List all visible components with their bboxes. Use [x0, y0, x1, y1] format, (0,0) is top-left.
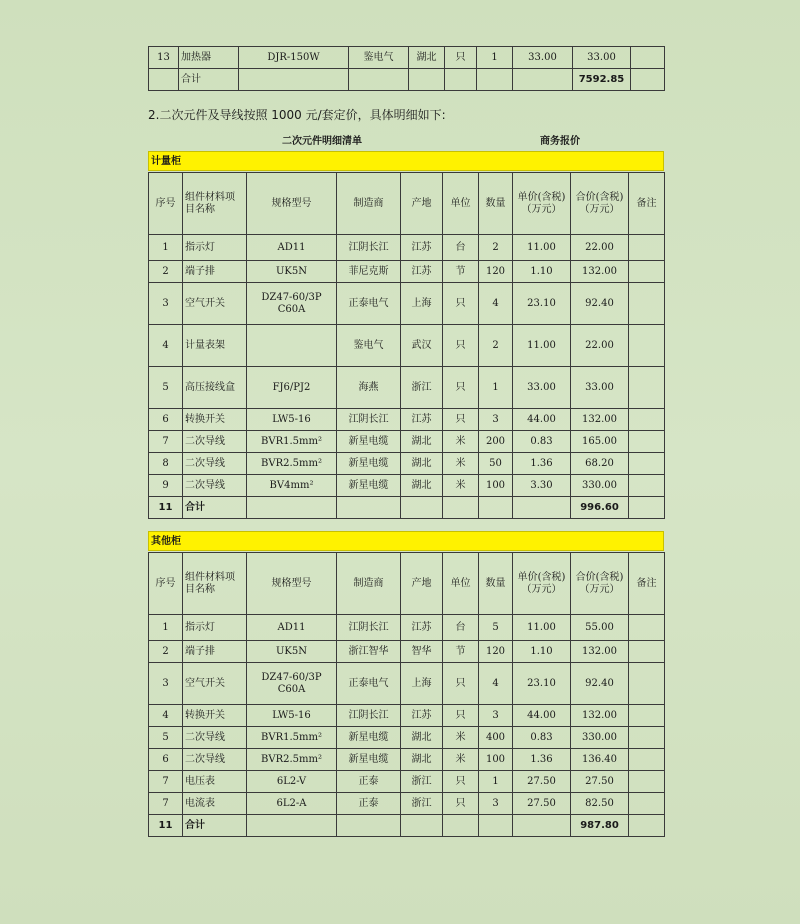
header-model: 规格型号 — [247, 553, 337, 615]
cell-name: 二次导线 — [183, 749, 247, 771]
cell-no: 6 — [149, 749, 183, 771]
cell-maker: 江阴长江 — [337, 705, 401, 727]
cell-note — [629, 283, 665, 325]
cell-model: 6L2-A — [247, 793, 337, 815]
cell-no: 5 — [149, 727, 183, 749]
cell-qty: 5 — [479, 615, 513, 641]
total-no: 11 — [149, 815, 183, 837]
cell-total: 136.40 — [571, 749, 629, 771]
cell-name: 二次导线 — [183, 453, 247, 475]
total-name: 合计 — [183, 497, 247, 519]
cell-price: 1.10 — [513, 261, 571, 283]
cell-unit: 台 — [443, 235, 479, 261]
cell-model: AD11 — [247, 235, 337, 261]
cell-maker: 江阴长江 — [337, 235, 401, 261]
cell-price: 33.00 — [513, 367, 571, 409]
cell-place: 上海 — [401, 283, 443, 325]
cell-place: 浙江 — [401, 771, 443, 793]
cell-total: 165.00 — [571, 431, 629, 453]
cell-total: 92.40 — [571, 663, 629, 705]
cell-place: 智华 — [401, 641, 443, 663]
cell-price: 11.00 — [513, 235, 571, 261]
cell-no: 2 — [149, 641, 183, 663]
table-row — [149, 261, 665, 283]
cell-model: BVR1.5mm² — [247, 727, 337, 749]
total-model — [247, 815, 337, 837]
table-row — [149, 409, 665, 431]
table-row — [149, 615, 665, 641]
header-row — [149, 173, 665, 235]
cell-note — [631, 47, 665, 69]
cell-no: 2 — [149, 261, 183, 283]
cell-price: 0.83 — [513, 431, 571, 453]
cell-place: 江苏 — [401, 615, 443, 641]
header-maker: 制造商 — [337, 553, 401, 615]
total-price — [513, 497, 571, 519]
cell-total: 132.00 — [571, 261, 629, 283]
cell-maker: 浙江智华 — [337, 641, 401, 663]
total-total: 987.80 — [571, 815, 629, 837]
cell-model: AD11 — [247, 615, 337, 641]
cell-name: 空气开关 — [183, 283, 247, 325]
cell-total: 33.00 — [571, 367, 629, 409]
cell-note — [629, 641, 665, 663]
cell-unit: 只 — [443, 663, 479, 705]
cell-maker: 新星电缆 — [337, 749, 401, 771]
cell-no: 3 — [149, 283, 183, 325]
cell-note — [629, 771, 665, 793]
table-row — [149, 793, 665, 815]
total-qty — [479, 815, 513, 837]
cell-place: 浙江 — [401, 793, 443, 815]
cell-qty: 3 — [479, 705, 513, 727]
cell-maker: 鉴电气 — [337, 325, 401, 367]
cell-qty — [477, 69, 513, 91]
cell-qty: 1 — [479, 367, 513, 409]
header-price: 单价(含税)（万元） — [513, 553, 571, 615]
cell-note — [629, 749, 665, 771]
cell-qty: 120 — [479, 261, 513, 283]
cell-name: 端子排 — [183, 641, 247, 663]
cell-name: 指示灯 — [183, 235, 247, 261]
cell-place: 湖北 — [401, 431, 443, 453]
header-note: 备注 — [629, 553, 665, 615]
cell-price: 11.00 — [513, 615, 571, 641]
total-note — [629, 815, 665, 837]
cell-name: 计量表架 — [183, 325, 247, 367]
table-row — [149, 663, 665, 705]
cell-model: 6L2-V — [247, 771, 337, 793]
cell-place: 江苏 — [401, 261, 443, 283]
header-row — [149, 553, 665, 615]
cell-unit: 只 — [443, 367, 479, 409]
header-total: 合价(含税)（万元） — [571, 553, 629, 615]
cell-maker: 新星电缆 — [337, 431, 401, 453]
cell-no: 1 — [149, 615, 183, 641]
total-maker — [337, 497, 401, 519]
cell-no — [149, 69, 179, 91]
cell-unit: 台 — [443, 615, 479, 641]
total-row — [149, 497, 665, 519]
header-name: 组件材料项目名称 — [183, 553, 247, 615]
header-unit: 单位 — [443, 173, 479, 235]
cell-qty: 3 — [479, 409, 513, 431]
cell-unit: 米 — [443, 475, 479, 497]
cell-note — [629, 727, 665, 749]
cell-qty: 120 — [479, 641, 513, 663]
cell-note — [629, 615, 665, 641]
cell-name: 电流表 — [183, 793, 247, 815]
metering-cabinet-table — [148, 172, 665, 519]
cell-maker: 新星电缆 — [337, 727, 401, 749]
total-name: 合计 — [183, 815, 247, 837]
total-place — [401, 497, 443, 519]
cell-price: 1.36 — [513, 749, 571, 771]
cell-no: 8 — [149, 453, 183, 475]
cell-price: 33.00 — [513, 47, 573, 69]
cell-model: LW5-16 — [247, 409, 337, 431]
table-row — [149, 705, 665, 727]
cell-price: 44.00 — [513, 409, 571, 431]
table-row — [149, 431, 665, 453]
cell-maker — [349, 69, 409, 91]
cell-price: 0.83 — [513, 727, 571, 749]
total-model — [247, 497, 337, 519]
cell-model: DJR-150W — [239, 47, 349, 69]
cell-model — [239, 69, 349, 91]
total-no: 11 — [149, 497, 183, 519]
cell-total: 92.40 — [571, 283, 629, 325]
table-row — [149, 475, 665, 497]
cell-total: 330.00 — [571, 475, 629, 497]
cell-model: UK5N — [247, 641, 337, 663]
table-row — [149, 367, 665, 409]
header-model: 规格型号 — [247, 173, 337, 235]
cell-qty: 4 — [479, 663, 513, 705]
cell-place: 武汉 — [401, 325, 443, 367]
cell-model: LW5-16 — [247, 705, 337, 727]
cell-qty: 400 — [479, 727, 513, 749]
cell-qty: 100 — [479, 749, 513, 771]
cell-model: DZ47-60/3P C60A — [247, 663, 337, 705]
cell-unit: 只 — [443, 325, 479, 367]
cell-maker: 正泰电气 — [337, 283, 401, 325]
cell-place: 江苏 — [401, 705, 443, 727]
cell-note — [629, 453, 665, 475]
table-row — [149, 727, 665, 749]
quote-title: 商务报价 — [540, 136, 580, 147]
cell-qty: 50 — [479, 453, 513, 475]
cell-place — [409, 69, 445, 91]
header-unit: 单位 — [443, 553, 479, 615]
cell-maker: 菲尼克斯 — [337, 261, 401, 283]
cell-total: 82.50 — [571, 793, 629, 815]
cell-name: 空气开关 — [183, 663, 247, 705]
cell-qty: 1 — [479, 771, 513, 793]
cell-model: BVR1.5mm² — [247, 431, 337, 453]
cell-note — [629, 475, 665, 497]
cell-place: 江苏 — [401, 409, 443, 431]
cell-total: 27.50 — [571, 771, 629, 793]
cell-unit: 只 — [443, 771, 479, 793]
cell-unit: 只 — [443, 283, 479, 325]
cell-maker: 江阴长江 — [337, 409, 401, 431]
cell-name: 加热器 — [179, 47, 239, 69]
table-row — [149, 641, 665, 663]
table-row — [149, 283, 665, 325]
cell-maker: 江阴长江 — [337, 615, 401, 641]
total-total: 996.60 — [571, 497, 629, 519]
table-row — [149, 235, 665, 261]
cell-name: 转换开关 — [183, 409, 247, 431]
cell-unit: 只 — [443, 793, 479, 815]
cell-maker: 鉴电气 — [349, 47, 409, 69]
cell-qty: 100 — [479, 475, 513, 497]
cell-model: UK5N — [247, 261, 337, 283]
cell-price: 3.30 — [513, 475, 571, 497]
cell-note — [629, 261, 665, 283]
cell-unit — [445, 69, 477, 91]
table-row — [149, 47, 665, 69]
other-cabinet-table — [148, 552, 665, 837]
cell-model — [247, 325, 337, 367]
cell-qty: 2 — [479, 235, 513, 261]
header-total: 合价(含税)（万元） — [571, 173, 629, 235]
cell-price: 23.10 — [513, 283, 571, 325]
cell-note — [631, 69, 665, 91]
cell-price: 11.00 — [513, 325, 571, 367]
cell-price: 27.50 — [513, 771, 571, 793]
cell-maker: 正泰 — [337, 771, 401, 793]
cell-name: 转换开关 — [183, 705, 247, 727]
header-note: 备注 — [629, 173, 665, 235]
cell-no: 3 — [149, 663, 183, 705]
cell-total: 132.00 — [571, 705, 629, 727]
cell-total: 22.00 — [571, 325, 629, 367]
cell-note — [629, 793, 665, 815]
cell-name: 电压表 — [183, 771, 247, 793]
cell-price: 44.00 — [513, 705, 571, 727]
cell-place: 湖北 — [409, 47, 445, 69]
cell-no: 4 — [149, 325, 183, 367]
section-heading: 2.二次元件及导线按照 1000 元/套定价，具体明细如下: — [148, 108, 446, 122]
cell-qty: 2 — [479, 325, 513, 367]
header-no: 序号 — [149, 553, 183, 615]
cell-model: BV4mm² — [247, 475, 337, 497]
cell-total: 68.20 — [571, 453, 629, 475]
cell-place: 湖北 — [401, 475, 443, 497]
header-qty: 数量 — [479, 173, 513, 235]
cell-note — [629, 663, 665, 705]
cell-qty: 200 — [479, 431, 513, 453]
cell-place: 湖北 — [401, 727, 443, 749]
metering-cabinet-title: 计量柜 — [148, 151, 664, 171]
cell-maker: 正泰电气 — [337, 663, 401, 705]
cell-unit: 节 — [443, 261, 479, 283]
cell-no: 5 — [149, 367, 183, 409]
header-no: 序号 — [149, 173, 183, 235]
detail-list-title: 二次元件明细清单 — [282, 136, 362, 147]
cell-name: 二次导线 — [183, 727, 247, 749]
cell-unit: 米 — [443, 749, 479, 771]
cell-total: 55.00 — [571, 615, 629, 641]
cell-note — [629, 367, 665, 409]
cell-note — [629, 431, 665, 453]
top-table — [148, 46, 665, 91]
cell-no: 4 — [149, 705, 183, 727]
cell-place: 浙江 — [401, 367, 443, 409]
cell-model: DZ47-60/3P C60A — [247, 283, 337, 325]
header-place: 产地 — [401, 553, 443, 615]
total-row — [149, 815, 665, 837]
cell-model: FJ6/PJ2 — [247, 367, 337, 409]
cell-no: 1 — [149, 235, 183, 261]
cell-name: 高压接线盒 — [183, 367, 247, 409]
cell-total: 22.00 — [571, 235, 629, 261]
cell-unit: 只 — [443, 705, 479, 727]
cell-note — [629, 409, 665, 431]
header-maker: 制造商 — [337, 173, 401, 235]
cell-place: 上海 — [401, 663, 443, 705]
cell-price: 1.36 — [513, 453, 571, 475]
cell-model: BVR2.5mm² — [247, 453, 337, 475]
cell-maker: 正泰 — [337, 793, 401, 815]
table-row — [149, 325, 665, 367]
cell-qty: 1 — [477, 47, 513, 69]
cell-note — [629, 235, 665, 261]
other-cabinet-title: 其他柜 — [148, 531, 664, 551]
cell-total: 132.00 — [571, 409, 629, 431]
total-note — [629, 497, 665, 519]
cell-no: 7 — [149, 793, 183, 815]
cell-price: 27.50 — [513, 793, 571, 815]
header-qty: 数量 — [479, 553, 513, 615]
cell-unit: 只 — [443, 409, 479, 431]
cell-total: 132.00 — [571, 641, 629, 663]
cell-price: 1.10 — [513, 641, 571, 663]
cell-place: 江苏 — [401, 235, 443, 261]
cell-total: 330.00 — [571, 727, 629, 749]
table-row — [149, 69, 665, 91]
cell-name: 二次导线 — [183, 475, 247, 497]
cell-no: 9 — [149, 475, 183, 497]
total-qty — [479, 497, 513, 519]
cell-no: 13 — [149, 47, 179, 69]
cell-unit: 米 — [443, 727, 479, 749]
cell-unit: 米 — [443, 453, 479, 475]
cell-note — [629, 705, 665, 727]
cell-name: 指示灯 — [183, 615, 247, 641]
header-name: 组件材料项目名称 — [183, 173, 247, 235]
cell-price: 23.10 — [513, 663, 571, 705]
total-price — [513, 815, 571, 837]
cell-unit: 只 — [445, 47, 477, 69]
cell-maker: 海燕 — [337, 367, 401, 409]
cell-note — [629, 325, 665, 367]
total-unit — [443, 497, 479, 519]
cell-no: 6 — [149, 409, 183, 431]
header-place: 产地 — [401, 173, 443, 235]
total-unit — [443, 815, 479, 837]
cell-qty: 4 — [479, 283, 513, 325]
table-row — [149, 453, 665, 475]
cell-place: 湖北 — [401, 749, 443, 771]
cell-unit: 节 — [443, 641, 479, 663]
cell-name: 二次导线 — [183, 431, 247, 453]
cell-maker: 新星电缆 — [337, 475, 401, 497]
cell-total: 33.00 — [573, 47, 631, 69]
cell-no: 7 — [149, 431, 183, 453]
cell-name: 端子排 — [183, 261, 247, 283]
table-row — [149, 771, 665, 793]
table-row — [149, 749, 665, 771]
cell-maker: 新星电缆 — [337, 453, 401, 475]
total-maker — [337, 815, 401, 837]
cell-name: 合计 — [179, 69, 239, 91]
cell-total: 7592.85 — [573, 69, 631, 91]
cell-no: 7 — [149, 771, 183, 793]
cell-qty: 3 — [479, 793, 513, 815]
total-place — [401, 815, 443, 837]
header-price: 单价(含税)（万元） — [513, 173, 571, 235]
cell-price — [513, 69, 573, 91]
cell-place: 湖北 — [401, 453, 443, 475]
cell-model: BVR2.5mm² — [247, 749, 337, 771]
cell-unit: 米 — [443, 431, 479, 453]
